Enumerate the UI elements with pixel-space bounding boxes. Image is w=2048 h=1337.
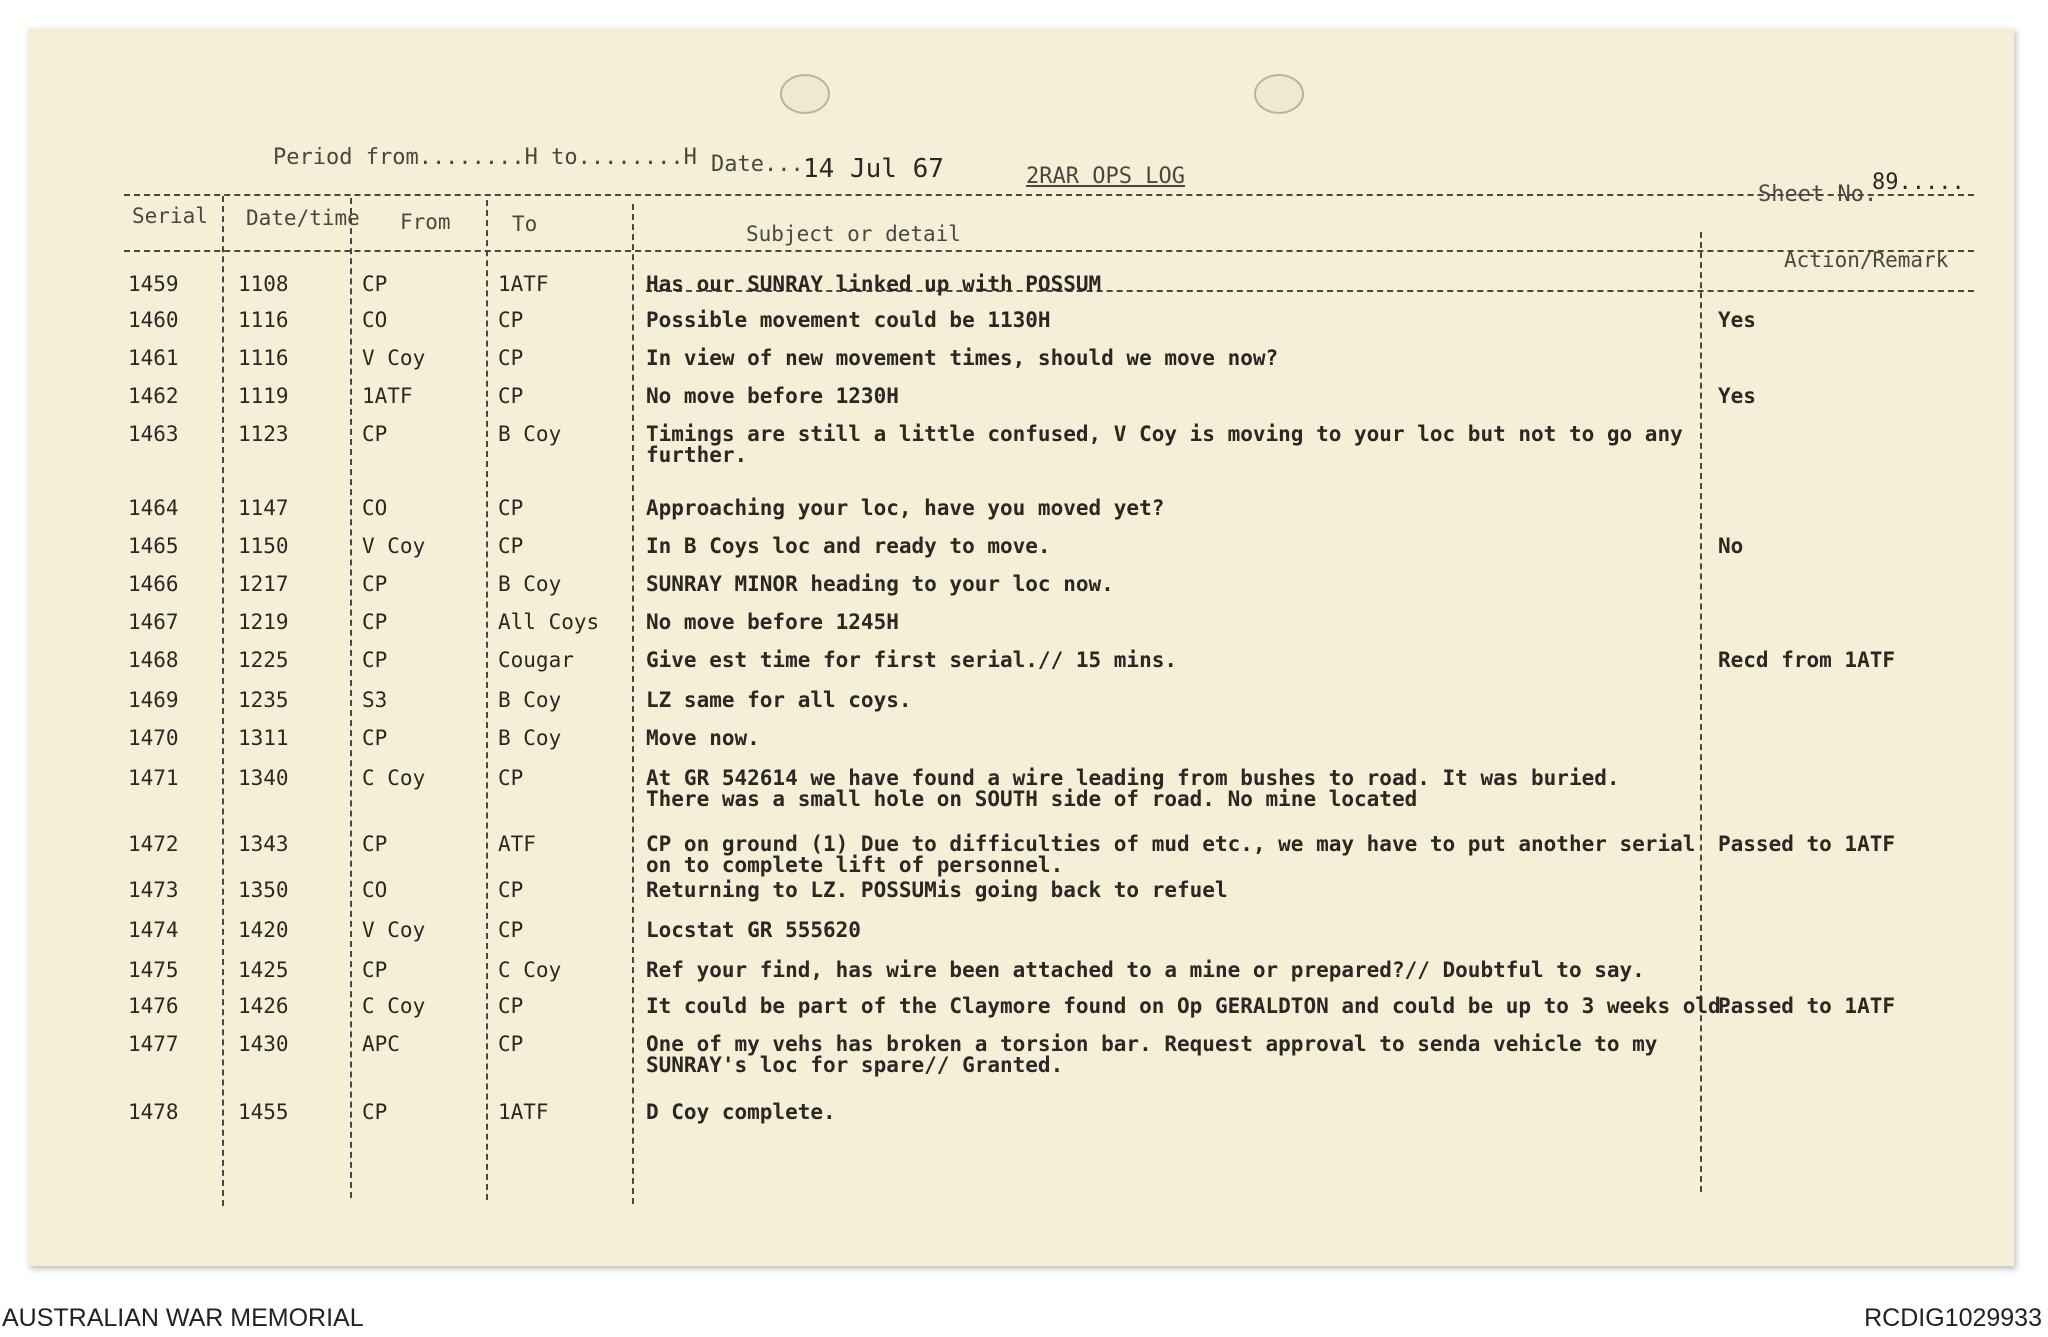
column-header-serial: Serial [132, 204, 208, 228]
serial-cell: 1459 [128, 272, 179, 296]
from-cell: C Coy [362, 766, 426, 790]
column-header-from: From [400, 210, 451, 234]
from-cell: CP [362, 422, 388, 446]
serial-cell: 1478 [128, 1100, 179, 1124]
detail-cell: At GR 542614 we have found a wire leading from bushes to road. It was buried. There was a small hole on SOUTH side of road. No mine located [646, 766, 1620, 811]
column-divider [486, 200, 488, 1200]
from-cell: CP [362, 832, 388, 856]
action-cell: Passed to 1ATF [1718, 832, 1896, 856]
time-cell: 1343 [238, 832, 289, 856]
to-cell: All Coys [498, 610, 600, 634]
column-header-subject: Subject or detail [746, 222, 961, 246]
time-cell: 1235 [238, 688, 289, 712]
serial-cell: 1464 [128, 496, 179, 520]
detail-cell: In B Coys loc and ready to move. [646, 534, 1051, 558]
to-cell: CP [498, 384, 524, 408]
serial-cell: 1473 [128, 878, 179, 902]
to-cell: CP [498, 308, 524, 332]
action-cell: Yes [1718, 308, 1756, 332]
column-divider [632, 204, 634, 1204]
to-cell: ATF [498, 832, 536, 856]
punch-hole [780, 74, 830, 114]
from-cell: S3 [362, 688, 388, 712]
page-title: 2RAR OPS LOG [1026, 164, 1185, 189]
period-field: Period from........H to........H [273, 145, 697, 170]
from-cell: CP [362, 572, 388, 596]
time-cell: 1150 [238, 534, 289, 558]
time-cell: 1119 [238, 384, 289, 408]
time-cell: 1425 [238, 958, 289, 982]
serial-cell: 1476 [128, 994, 179, 1018]
sheet-number-value: 89..... [1872, 170, 1965, 195]
column-divider [350, 198, 352, 1198]
to-cell: CP [498, 766, 524, 790]
from-cell: CO [362, 308, 388, 332]
from-cell: CP [362, 610, 388, 634]
column-divider [222, 196, 224, 1206]
to-cell: B Coy [498, 422, 562, 446]
time-cell: 1426 [238, 994, 289, 1018]
serial-cell: 1468 [128, 648, 179, 672]
ruled-line [124, 194, 1974, 196]
to-cell: C Coy [498, 958, 562, 982]
from-cell: C Coy [362, 994, 426, 1018]
action-cell: No [1718, 534, 1744, 558]
detail-cell: SUNRAY MINOR heading to your loc now. [646, 572, 1114, 596]
from-cell: CO [362, 496, 388, 520]
detail-cell: No move before 1245H [646, 610, 899, 634]
to-cell: B Coy [498, 688, 562, 712]
detail-cell: Approaching your loc, have you moved yet? [646, 496, 1165, 520]
from-cell: V Coy [362, 534, 426, 558]
time-cell: 1420 [238, 918, 289, 942]
archive-footer [0, 1296, 2048, 1337]
to-cell: CP [498, 994, 524, 1018]
from-cell: CO [362, 878, 388, 902]
to-cell: CP [498, 346, 524, 370]
time-cell: 1219 [238, 610, 289, 634]
detail-cell: LZ same for all coys. [646, 688, 912, 712]
date-label: Date... [711, 152, 804, 177]
serial-cell: 1467 [128, 610, 179, 634]
detail-cell: Timings are still a little confused, V Coy is moving to your loc but not to go any further. [646, 422, 1683, 467]
to-cell: 1ATF [498, 272, 549, 296]
column-header-to: To [512, 212, 538, 236]
serial-cell: 1470 [128, 726, 179, 750]
detail-cell: Move now. [646, 726, 760, 750]
serial-cell: 1469 [128, 688, 179, 712]
from-cell: 1ATF [362, 384, 413, 408]
detail-cell: Give est time for first serial.// 15 mins. [646, 648, 1178, 672]
punch-hole [1254, 74, 1304, 114]
from-cell: CP [362, 648, 388, 672]
from-cell: CP [362, 1100, 388, 1124]
detail-cell: Possible movement could be 1130H [646, 308, 1051, 332]
action-cell: Passed to 1ATF [1718, 994, 1896, 1018]
column-header-action: Action/Remark [1784, 248, 1949, 272]
ruled-line [124, 250, 1974, 252]
serial-cell: 1462 [128, 384, 179, 408]
serial-cell: 1460 [128, 308, 179, 332]
to-cell: 1ATF [498, 1100, 549, 1124]
detail-cell: CP on ground (1) Due to difficulties of mud etc., we may have to put another serial on to complete lift of personnel. [646, 832, 1696, 877]
serial-cell: 1465 [128, 534, 179, 558]
from-cell: CP [362, 726, 388, 750]
to-cell: CP [498, 496, 524, 520]
detail-cell: Locstat GR 555620 [646, 918, 861, 942]
to-cell: CP [498, 1032, 524, 1056]
from-cell: APC [362, 1032, 400, 1056]
serial-cell: 1471 [128, 766, 179, 790]
time-cell: 1217 [238, 572, 289, 596]
time-cell: 1455 [238, 1100, 289, 1124]
time-cell: 1123 [238, 422, 289, 446]
time-cell: 1430 [238, 1032, 289, 1056]
time-cell: 1311 [238, 726, 289, 750]
detail-cell: D Coy complete. [646, 1100, 836, 1124]
detail-cell: Ref your find, has wire been attached to a mine or prepared?// Doubtful to say. [646, 958, 1645, 982]
serial-cell: 1474 [128, 918, 179, 942]
detail-cell: In view of new movement times, should we move now? [646, 346, 1279, 370]
serial-cell: 1475 [128, 958, 179, 982]
serial-cell: 1472 [128, 832, 179, 856]
detail-cell: Has our SUNRAY linked up with POSSUM [646, 272, 1102, 296]
time-cell: 1350 [238, 878, 289, 902]
time-cell: 1147 [238, 496, 289, 520]
time-cell: 1108 [238, 272, 289, 296]
from-cell: V Coy [362, 918, 426, 942]
serial-cell: 1461 [128, 346, 179, 370]
time-cell: 1340 [238, 766, 289, 790]
to-cell: B Coy [498, 572, 562, 596]
to-cell: CP [498, 878, 524, 902]
column-header-datetime: Date/time [246, 206, 360, 230]
action-cell: Yes [1718, 384, 1756, 408]
time-cell: 1116 [238, 308, 289, 332]
archive-id: RCDIG1029933 [1864, 1304, 2042, 1332]
serial-cell: 1463 [128, 422, 179, 446]
detail-cell: It could be part of the Claymore found on Op GERALDTON and could be up to 3 weeks old. [646, 994, 1734, 1018]
date-value: 14 Jul 67 [803, 154, 944, 184]
time-cell: 1116 [238, 346, 289, 370]
to-cell: CP [498, 918, 524, 942]
serial-cell: 1477 [128, 1032, 179, 1056]
action-cell: Recd from 1ATF [1718, 648, 1896, 672]
to-cell: B Coy [498, 726, 562, 750]
archive-credit: AUSTRALIAN WAR MEMORIAL [2, 1304, 364, 1332]
serial-cell: 1466 [128, 572, 179, 596]
detail-cell: One of my vehs has broken a torsion bar. Request approval to senda vehicle to my SUNRAY's loc for spare// Granted. [646, 1032, 1658, 1077]
sheet-number-label: Sheet No. [1758, 182, 1878, 207]
from-cell: CP [362, 958, 388, 982]
to-cell: CP [498, 534, 524, 558]
detail-cell: Returning to LZ. POSSUMis going back to refuel [646, 878, 1228, 902]
from-cell: CP [362, 272, 388, 296]
detail-cell: No move before 1230H [646, 384, 899, 408]
ops-log-sheet [28, 28, 2014, 1266]
time-cell: 1225 [238, 648, 289, 672]
from-cell: V Coy [362, 346, 426, 370]
to-cell: Cougar [498, 648, 574, 672]
